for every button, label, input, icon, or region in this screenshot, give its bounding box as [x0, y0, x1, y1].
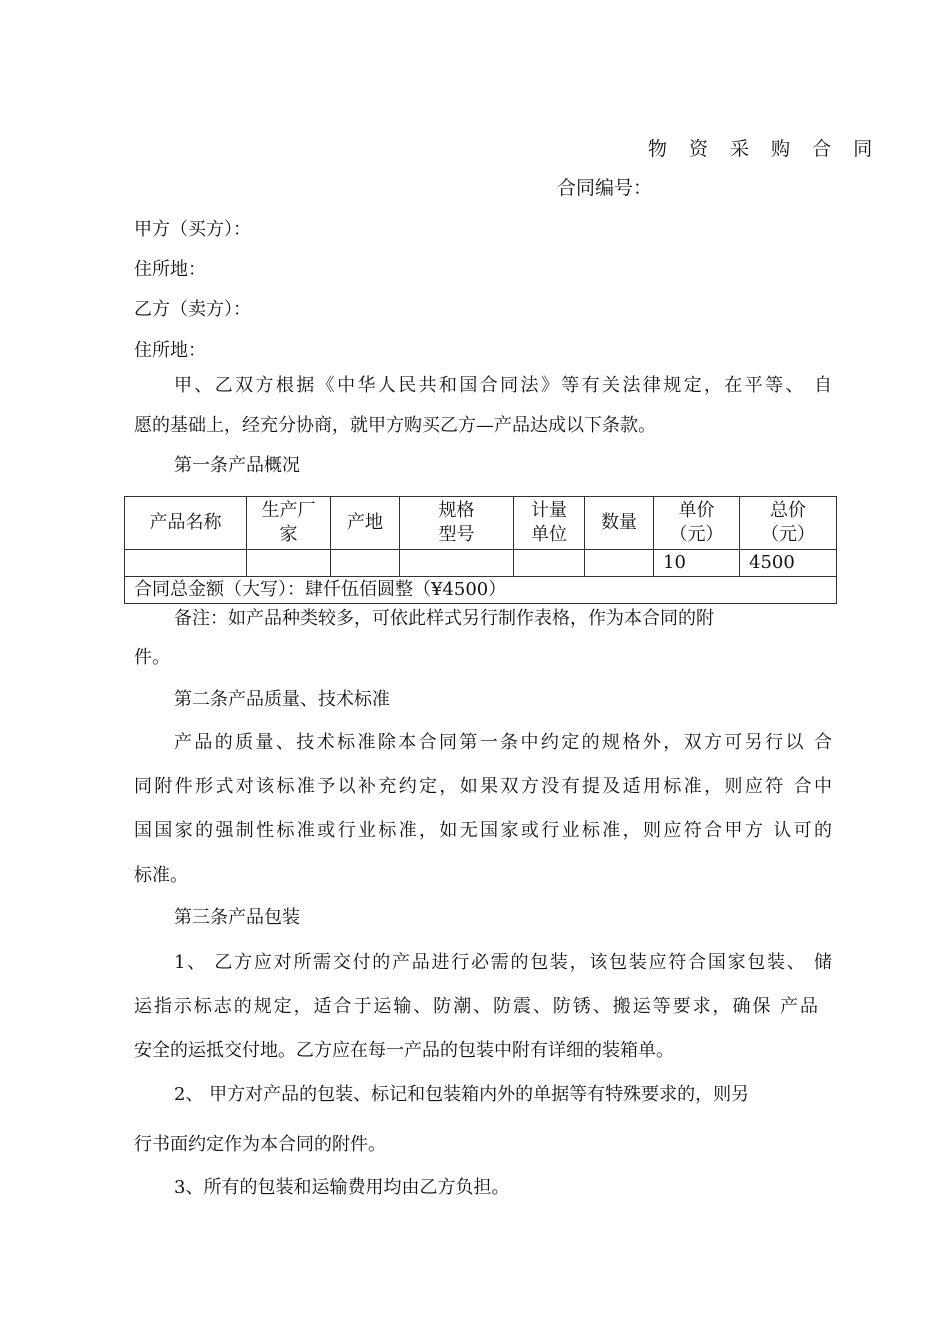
- header-unit: 计量 单位: [514, 497, 585, 550]
- party-a-label: 甲方（买方）：: [134, 219, 251, 240]
- cell-quantity: [585, 550, 654, 577]
- party-a-address-label: 住所地：: [134, 259, 206, 280]
- article-3-item-1-line: 1、 乙方应对所需交付的产品进行必需的包装，该包装应符合国家包装、 储: [174, 952, 832, 973]
- article-3-item-1-line: 安全的运抵交付地。乙方应在每一产品的包装中附有详细的装箱单。: [134, 1040, 674, 1061]
- article-3-item-3-line: 3、所有的包装和运输费用均由乙方负担。: [174, 1177, 510, 1198]
- article-3-item-1-line: 运指示标志的规定，适合于运输、防潮、防震、防锈、搬运等要求，确保 产品: [134, 996, 818, 1017]
- cell-total-price: 4500: [740, 550, 837, 577]
- preamble-line: 愿的基础上，经充分协商，就甲方购买乙方—产品达成以下条款。: [134, 415, 656, 436]
- article-2-line: 国国家的强制性标准或行业标准，如无国家或行业标准，则应符合甲方 认可的: [134, 820, 832, 841]
- header-spec-model: 规格 型号: [400, 497, 514, 550]
- header-quantity: 数量: [585, 497, 654, 550]
- table-row: [125, 550, 837, 577]
- article-2-line: 标准。: [134, 865, 188, 886]
- article-2-line: 同附件形式对该标准予以补充约定，如果双方没有提及适用标准，则应符 合中: [134, 776, 832, 797]
- header-origin: 产地: [331, 497, 400, 550]
- document-title: 物 资 采 购 合 同: [648, 138, 881, 160]
- header-product-name: 产品名称: [125, 497, 247, 550]
- article-3-item-2-line: 行书面约定作为本合同的附件。: [134, 1134, 386, 1155]
- note-line: 件。: [134, 647, 170, 668]
- article-3-heading: 第三条产品包装: [174, 907, 300, 928]
- party-b-address-label: 住所地：: [134, 340, 206, 361]
- cell-unit-price: 10: [654, 550, 740, 577]
- header-manufacturer: 生产厂 家: [247, 497, 331, 550]
- contract-number-label: 合同编号：: [557, 177, 653, 199]
- table-header-row: [125, 497, 837, 550]
- article-1-heading: 第一条产品概况: [174, 455, 300, 476]
- cell-spec-model: [400, 550, 514, 577]
- header-unit-price: 单价 （元）: [654, 497, 740, 550]
- article-2-line: 产品的质量、技术标准除本合同第一条中约定的规格外，双方可另行以 合: [174, 732, 832, 753]
- note-line: 备注：如产品种类较多，可依此样式另行制作表格，作为本合同的附: [174, 608, 714, 629]
- cell-manufacturer: [247, 550, 331, 577]
- table-total-row: [125, 577, 837, 604]
- product-table: [124, 496, 837, 604]
- contract-total-amount: 合同总金额（大写）：肆仟伍佰圆整（¥4500）: [125, 577, 837, 604]
- article-2-heading: 第二条产品质量、技术标准: [174, 689, 390, 710]
- preamble-line: 甲、乙双方根据《中华人民共和国合同法》等有关法律规定，在平等、 自: [174, 375, 832, 396]
- cell-unit: [514, 550, 585, 577]
- header-total-price: 总价 （元）: [740, 497, 837, 550]
- cell-origin: [331, 550, 400, 577]
- article-3-item-2-line: 2、 甲方对产品的包装、标记和包装箱内外的单据等有特殊要求的，则另: [174, 1084, 750, 1105]
- cell-product-name: [125, 550, 247, 577]
- party-b-label: 乙方（卖方）：: [134, 299, 251, 320]
